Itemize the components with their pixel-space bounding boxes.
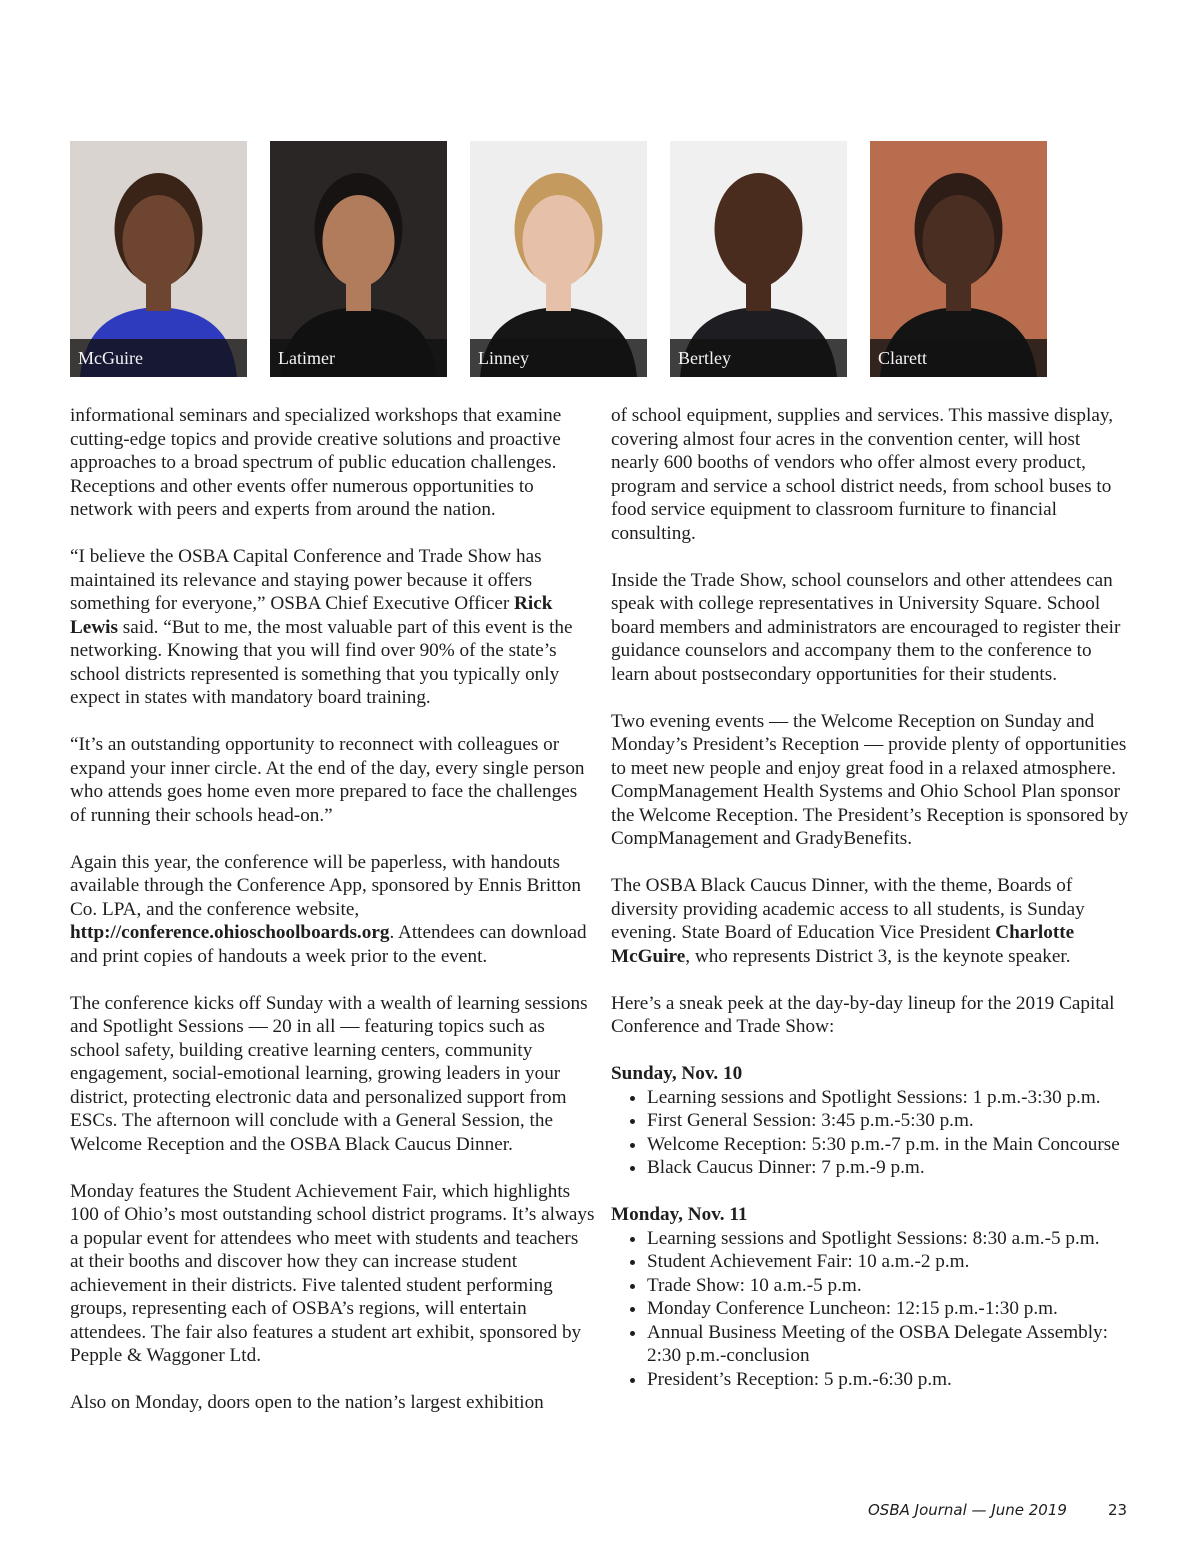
body-paragraph: informational seminars and specialized workshops that examine cutting-edge topics and provide creative solutions and proactive approaches to a broad spectrum of public education challenges. Receptions and other events offer numerous opportunities to network with peers and experts from around the nation. bbox=[70, 405, 562, 520]
body-paragraph: Inside the Trade Show, school counselors and other attendees can speak with college representatives in University Square. School board members and administrators are encouraged to register their guidance counselors and accompany them to the conference to learn about postsecondary opportunities for their students. bbox=[611, 569, 1121, 685]
face bbox=[523, 195, 595, 287]
photo-caption: Bertley bbox=[670, 339, 847, 377]
photo-clarett bbox=[870, 141, 1047, 377]
person-name: Rick Lewis bbox=[70, 593, 553, 638]
text-run: . Attendees can download and print copies of handouts a week prior to the event. bbox=[70, 922, 587, 967]
photo-bertley bbox=[670, 141, 847, 377]
schedule-item: • Black Caucus Dinner: 7 p.m.-9 p.m. bbox=[647, 1156, 1131, 1180]
photo-caption: Latimer bbox=[270, 339, 447, 377]
schedule-item: • Learning sessions and Spotlight Sessions: 1 p.m.-3:30 p.m. bbox=[647, 1086, 1131, 1110]
body-paragraph: The conference kicks off Sunday with a wealth of learning sessions and Spotlight Sessions — 20 in all — featuring topics such as school safety, building creative learning centers, community engagement, social-emotional learning, growing leaders in your district, protecting electronic data and personalized support from ESCs. The afternoon will conclude with a General Session, the Welcome Reception and the OSBA Black Caucus Dinner. bbox=[70, 992, 588, 1155]
schedule-item: • Annual Business Meeting of the OSBA Delegate Assembly: 2:30 p.m.-conclusion bbox=[647, 1321, 1131, 1368]
schedule-item: • Welcome Reception: 5:30 p.m.-7 p.m. in the Main Concourse bbox=[647, 1133, 1131, 1157]
text-run: , who represents District 3, is the keynote speaker. bbox=[685, 945, 1071, 967]
body-paragraph bbox=[611, 874, 1131, 968]
photo-linney bbox=[470, 141, 647, 377]
body-paragraph: Here’s a sneak peek at the day-by-day lineup for the 2019 Capital Conference and Trade Show: bbox=[611, 992, 1115, 1037]
schedule-item: • First General Session: 3:45 p.m.-5:30 p.m. bbox=[647, 1109, 1131, 1133]
right-column bbox=[611, 404, 1131, 1415]
text-run: The OSBA Black Caucus Dinner, with the theme, Boards of diversity providing academic access to all students, is Sunday evening. State Board of Education Vice President bbox=[611, 875, 1085, 943]
photo-caption: McGuire bbox=[70, 339, 247, 377]
body-paragraph: Also on Monday, doors open to the nation’s largest exhibition bbox=[70, 1392, 544, 1413]
photo-mcguire bbox=[70, 141, 247, 377]
website-link[interactable]: http://conference.ohioschoolboards.org bbox=[70, 922, 390, 943]
body-paragraph: of school equipment, supplies and services. This massive display, covering almost four acres in the convention center, will host nearly 600 booths of vendors who offer almost every product, program and service a school district needs, from school buses to food service equipment to classroom furniture to financial consulting. bbox=[611, 405, 1113, 544]
text-run: “I believe the OSBA Capital Conference and Trade Show has maintained its relevance and staying power because it offers something for everyone,” OSBA Chief Executive Officer bbox=[70, 546, 542, 614]
schedule-item: • Student Achievement Fair: 10 a.m.-2 p.m. bbox=[647, 1250, 1131, 1274]
schedule-item: • Learning sessions and Spotlight Sessions: 8:30 a.m.-5 p.m. bbox=[647, 1227, 1131, 1251]
text-run: Again this year, the conference will be paperless, with handouts available through the Conference App, sponsored by Ennis Britton Co. LPA, and the conference website, bbox=[70, 851, 582, 920]
schedule-item: • Monday Conference Luncheon: 12:15 p.m.-1:30 p.m. bbox=[647, 1297, 1131, 1321]
monday-schedule-list bbox=[611, 1227, 1131, 1392]
journal-footer: OSBA Journal — June 2019 bbox=[868, 1501, 1067, 1519]
face bbox=[323, 195, 395, 287]
schedule-item: • President’s Reception: 5 p.m.-6:30 p.m. bbox=[647, 1368, 1131, 1392]
text-run: said. “But to me, the most valuable part of this event is the networking. Knowing that you will find over 90% of the state’s school districts represented is something that you typically only expect in states with mandatory board training. bbox=[70, 616, 573, 708]
body-paragraph: Two evening events — the Welcome Reception on Sunday and Monday’s President’s Reception — provide plenty of opportunities to meet new people and enjoy great food in a relaxed atmosphere. CompManagement Health Systems and Ohio School Plan sponsor the Welcome Reception. The President’s Reception is sponsored by CompManagement and GradyBenefits. bbox=[611, 710, 1129, 849]
photo-latimer bbox=[270, 141, 447, 377]
person-name: Charlotte McGuire bbox=[611, 922, 1075, 967]
schedule-item: • Trade Show: 10 a.m.-5 p.m. bbox=[647, 1274, 1131, 1298]
day-heading-sunday: Sunday, Nov. 10 bbox=[611, 1063, 743, 1084]
body-paragraph: Monday features the Student Achievement Fair, which highlights 100 of Ohio’s most outstanding school district programs. It’s always a popular event for attendees who meet with students and teachers at their booths and discover how they can increase student achievement in their districts. Five talented student performing groups, representing each of OSBA’s regions, will entertain attendees. The fair also features a student art exhibit, sponsored by Pepple & Waggoner Ltd. bbox=[70, 1180, 595, 1366]
face bbox=[123, 195, 195, 287]
face bbox=[723, 195, 795, 287]
body-paragraph bbox=[70, 851, 595, 969]
left-column bbox=[70, 404, 595, 1438]
day-heading-monday: Monday, Nov. 11 bbox=[611, 1204, 748, 1225]
photo-caption: Clarett bbox=[870, 339, 1047, 377]
body-paragraph bbox=[70, 545, 595, 710]
body-paragraph: “It’s an outstanding opportunity to reconnect with colleagues or expand your inner circle. At the end of the day, every single person who attends goes home even more prepared to face the challenges of running their schools head-on.” bbox=[70, 734, 585, 826]
page-number: 23 bbox=[1108, 1501, 1128, 1519]
sunday-schedule-list bbox=[611, 1086, 1131, 1180]
photo-caption: Linney bbox=[470, 339, 647, 377]
face bbox=[923, 195, 995, 287]
